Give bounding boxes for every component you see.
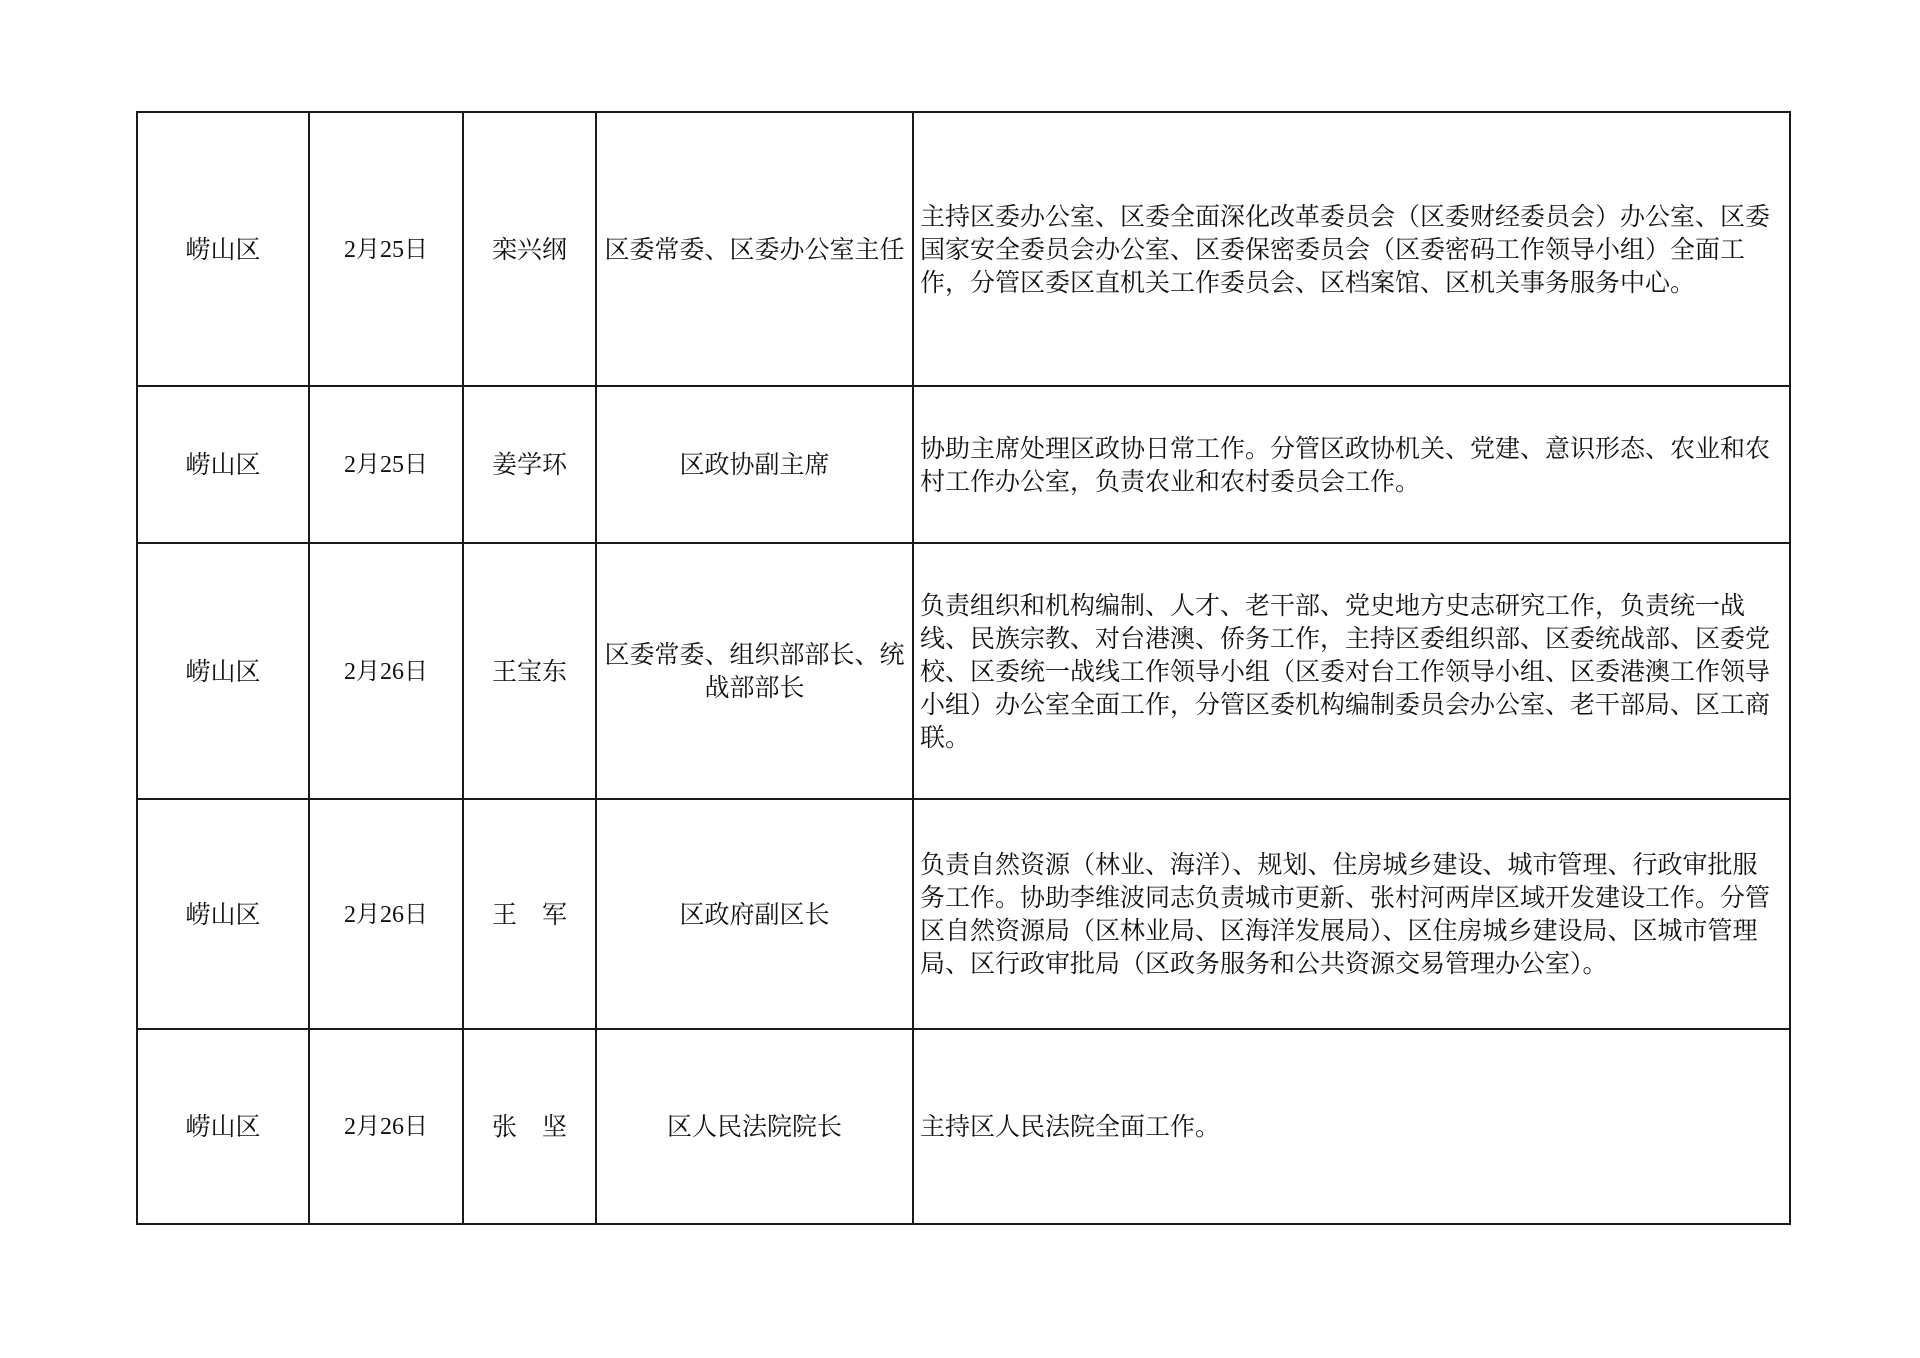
- district-cell: 崂山区: [137, 799, 309, 1029]
- position-text: 区委常委、区委办公室主任: [604, 234, 905, 264]
- position-text: 区政协副主席: [679, 450, 830, 479]
- date-text: 2月26日: [344, 1114, 428, 1140]
- district-cell: 崂山区: [137, 386, 309, 543]
- table-row: [137, 1029, 1790, 1224]
- name-cell: 栾兴纲: [463, 112, 596, 386]
- position-text: 区人民法院院长: [666, 1112, 842, 1141]
- table-row: [137, 386, 1790, 543]
- position-cell: [596, 112, 913, 386]
- duty-cell: 主持区人民法院全面工作。: [913, 1029, 1790, 1224]
- duty-cell: 负责自然资源（林业、海洋）、规划、住房城乡建设、城市管理、行政审批服务工作。协助李维波同志负责城市更新、张村河两岸区域开发建设工作。分管区自然资源局（区林业局、区海洋发展局）、区住房城乡建设局、区城市管理局、区行政审批局（区政务服务和公共资源交易管理办公室）。: [913, 799, 1790, 1029]
- position-cell: [596, 1029, 913, 1224]
- name-cell: 张 坚: [463, 1029, 596, 1224]
- position-cell: [596, 799, 913, 1029]
- district-cell: 崂山区: [137, 112, 309, 386]
- position-cell: [596, 543, 913, 799]
- name-cell: 王宝东: [463, 543, 596, 799]
- date-cell: [309, 1029, 463, 1224]
- date-cell: [309, 112, 463, 386]
- date-cell: [309, 799, 463, 1029]
- district-cell: 崂山区: [137, 543, 309, 799]
- date-text: 2月26日: [344, 901, 428, 928]
- district-cell: 崂山区: [137, 1029, 309, 1224]
- date-cell: [309, 543, 463, 799]
- position-text: 区委常委、组织部部长、统战部部长: [604, 640, 905, 702]
- position-text: 区政府副区长: [679, 899, 830, 929]
- name-cell: 姜学环: [463, 386, 596, 543]
- duty-cell: 主持区委办公室、区委全面深化改革委员会（区委财经委员会）办公室、区委国家安全委员会办公室、区委保密委员会（区委密码工作领导小组）全面工作，分管区委区直机关工作委员会、区档案馆、区机关事务服务中心。: [913, 112, 1790, 386]
- date-text: 2月25日: [344, 236, 428, 263]
- name-cell: 王 军: [463, 799, 596, 1029]
- table-row: [137, 799, 1790, 1029]
- duty-cell: 负责组织和机构编制、人才、老干部、党史地方史志研究工作，负责统一战线、民族宗教、对台港澳、侨务工作，主持区委组织部、区委统战部、区委党校、区委统一战线工作领导小组（区委对台工作领导小组、区委港澳工作领导小组）办公室全面工作，分管区委机构编制委员会办公室、老干部局、区工商联。: [913, 543, 1790, 799]
- date-text: 2月25日: [344, 452, 428, 478]
- date-cell: [309, 386, 463, 543]
- table-row: [137, 112, 1790, 386]
- position-cell: [596, 386, 913, 543]
- duty-cell: 协助主席处理区政协日常工作。分管区政协机关、党建、意识形态、农业和农村工作办公室，负责农业和农村委员会工作。: [913, 386, 1790, 543]
- appointments-table: [136, 111, 1791, 1225]
- date-text: 2月26日: [344, 658, 428, 685]
- table-row: [137, 543, 1790, 799]
